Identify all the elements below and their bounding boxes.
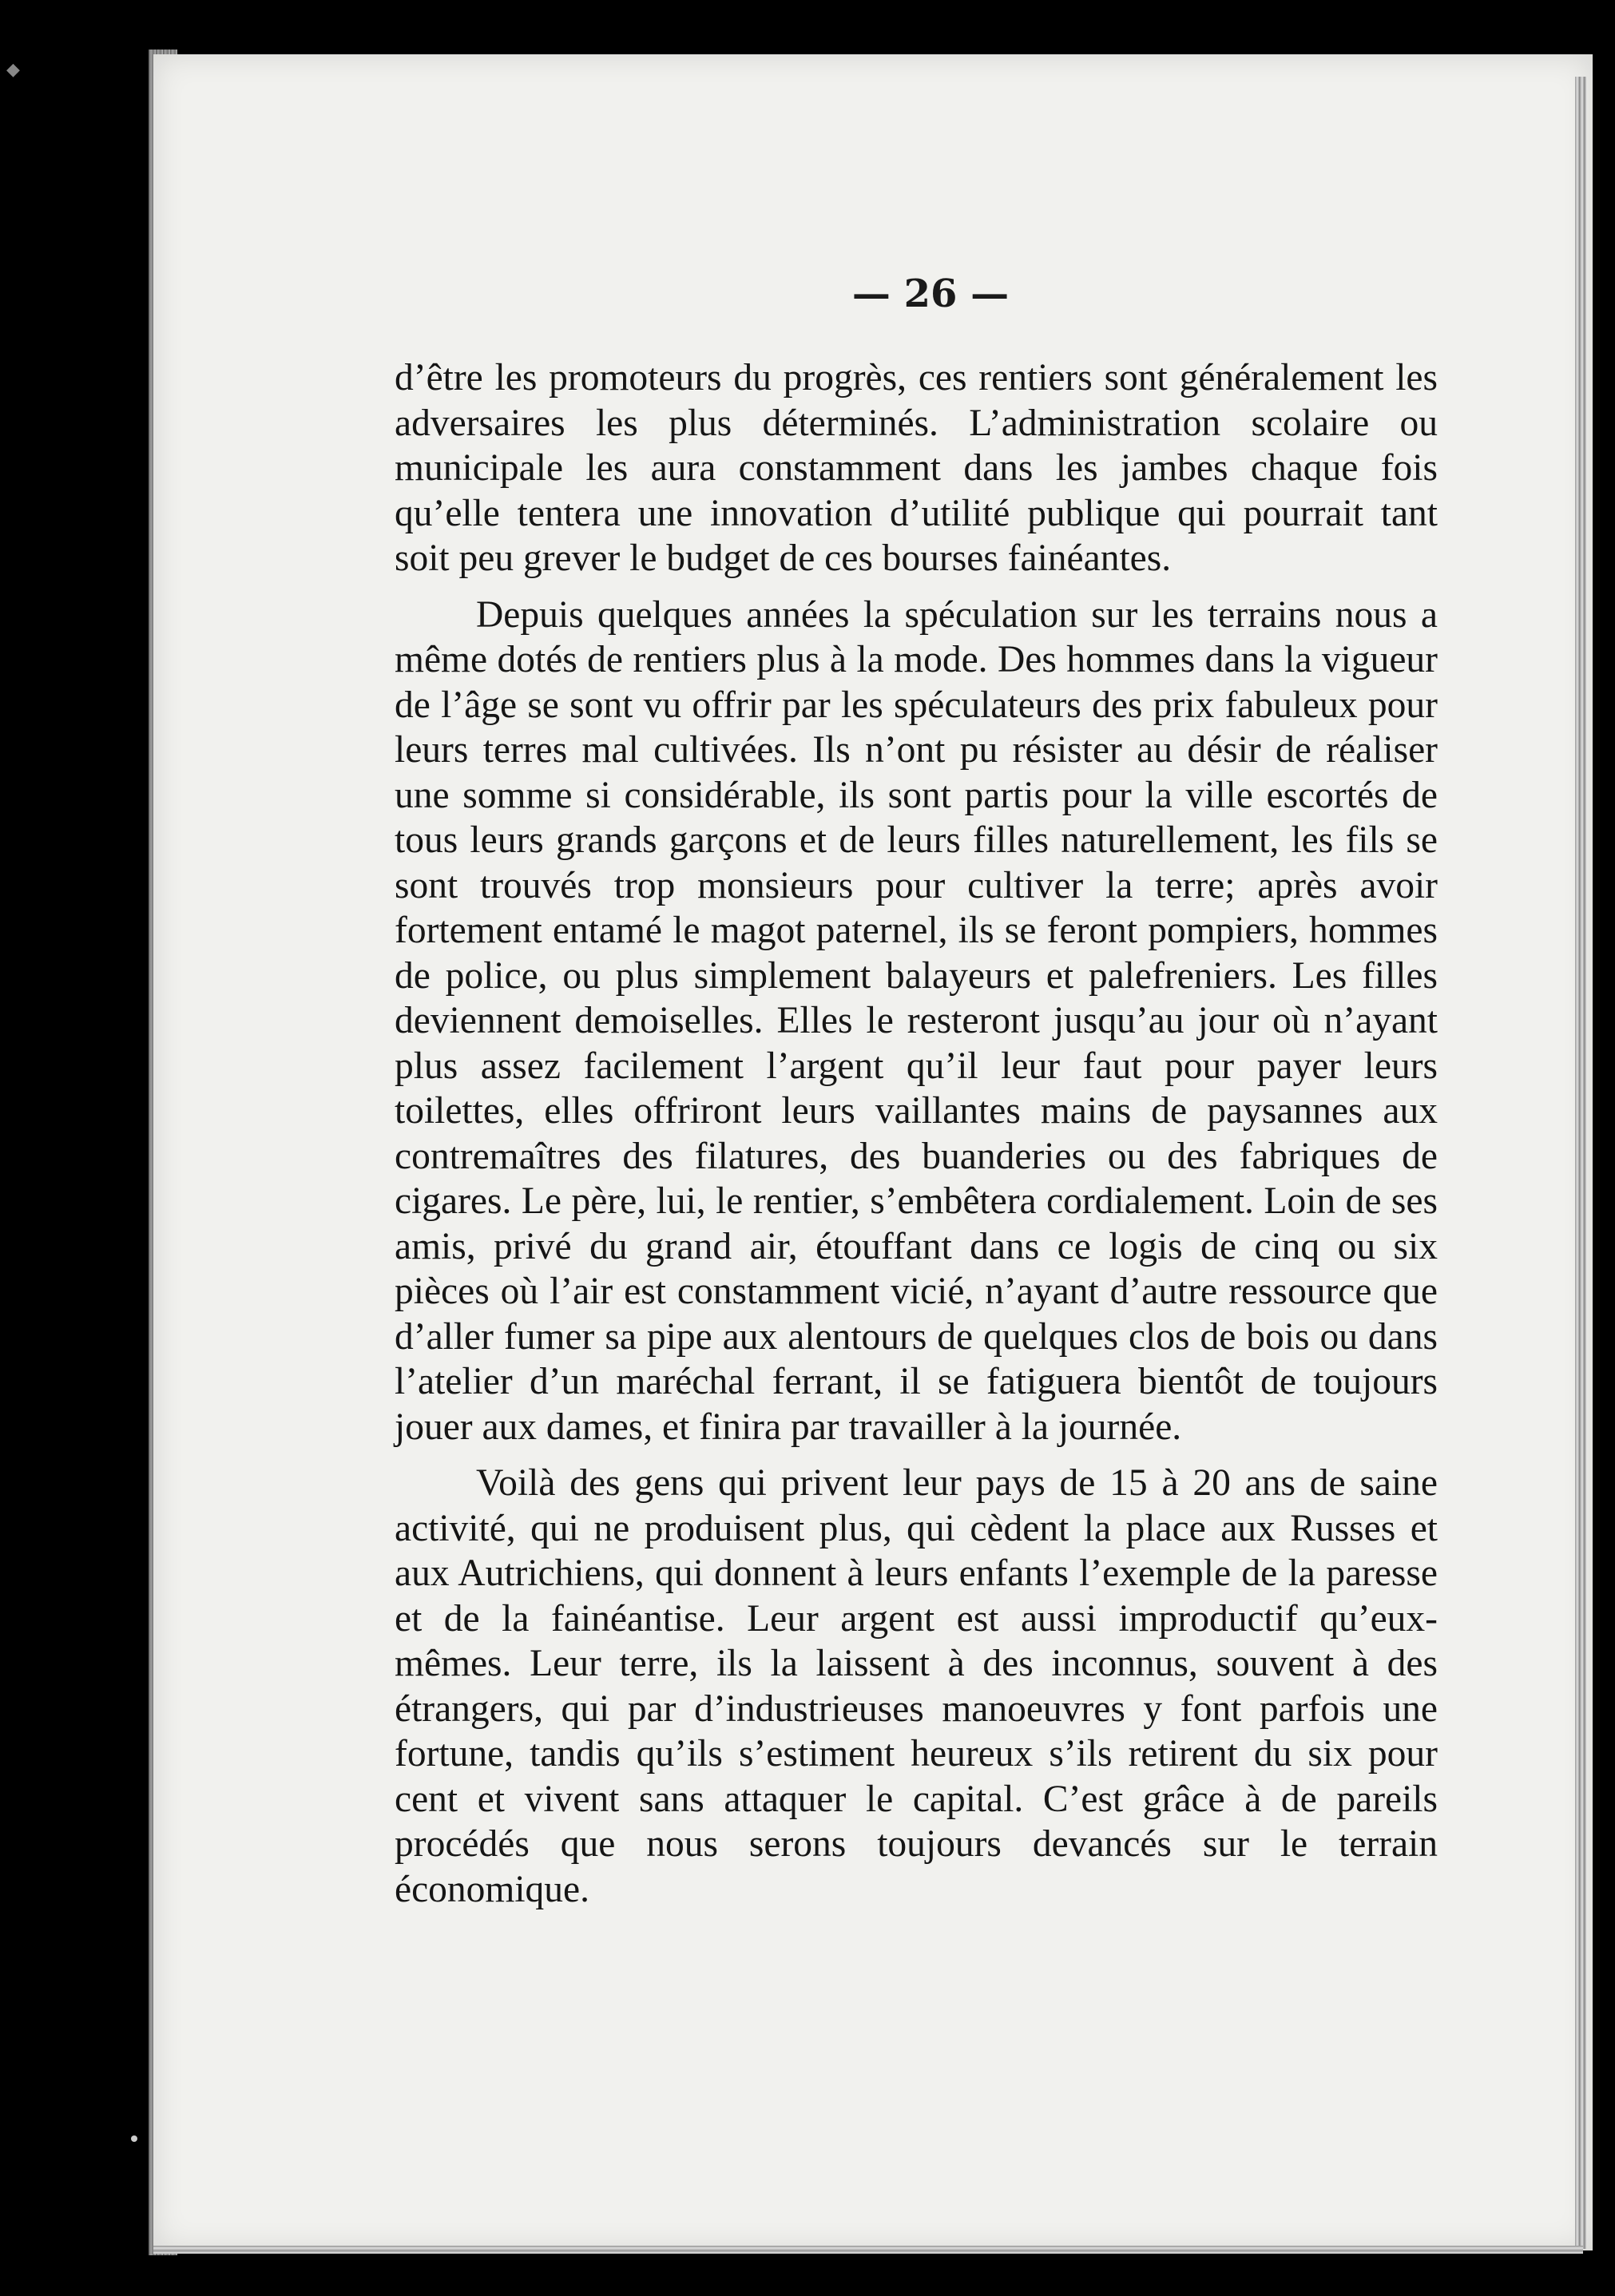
- paragraph-1: d’être les promoteurs du progrès, ces rentiers sont généralement les adversaires les plus déterminés. L’administration scolaire ou municipale les aura constamment dans les jambes chaque fois qu’elle tentera une innovation d’utilité publique qui pourrait tant soit peu grever le budget de ces bourses fainéantes.: [395, 357, 1438, 579]
- scan-corner-icon: ◆: [6, 60, 20, 80]
- paragraph-2: Depuis quelques années la spéculation sur les terrains nous a même dotés de rentiers plus à la mode. Des hommes dans la vigueur de l’âge se sont vu offrir par les spéculateurs des prix fabuleux pour leurs terres mal cultivées. Ils n’ont pu résister au désir de réaliser une somme si considérable, ils sont partis pour la ville escortés de tous leurs grands garçons et de leurs filles naturellement, les fils se sont trouvés trop monsieurs pour cultiver la terre; après avoir fortement entamé le magot paternel, ils se feront pompiers, hommes de police, ou plus simplement balayeurs et palefreniers. Les filles deviennent demoiselles. Elles le resteront jusqu’au jour où n’ayant plus assez facilement l’argent qu’il leur faut pour payer leurs toilettes, elles offriront leurs vaillantes mains de paysannes aux contremaîtres des filatures, des buanderies ou des fabriques de cigares. Le père, lui, le rentier, s’embêtera cordialement. Loin de ses amis, privé du grand air, étouffant dans ce logis de cinq ou six pièces où l’air est constamment vicié, n’ayant d’autre ressource que d’aller fumer sa pipe aux alentours de quelques clos de bois ou dans l’atelier d’un maréchal ferrant, il se fatiguera bientôt de toujours jouer aux dames, et finira par travailler à la journée.: [395, 593, 1438, 1448]
- page-stack-right-edge: [1575, 77, 1586, 2249]
- page-body-text: [395, 355, 1438, 1923]
- scan-dust-mark: [131, 2135, 137, 2142]
- paragraph-3: Voilà des gens qui privent leur pays de 15 à 20 ans de saine activité, qui ne produisent plus, qui cèdent la place aux Russes et aux Autrichiens, qui donnent à leurs enfants l’exemple de la paresse et de la fainéantise. Leur argent est aussi improductif qu’eux-mêmes. Leur terre, ils la laissent à des inconnus, souvent à des étrangers, qui par d’industrieuses manoeuvres y font parfois une fortune, tandis qu’ils s’estiment heureux s’ils retirent du six pour cent et vivent sans attaquer le capital. C’est grâce à de pareils procédés que nous serons toujours devancés sur le terrain économique.: [395, 1462, 1438, 1910]
- page-number: — 26 —: [851, 272, 1010, 316]
- page-stack-bottom-edge: [153, 2246, 1583, 2254]
